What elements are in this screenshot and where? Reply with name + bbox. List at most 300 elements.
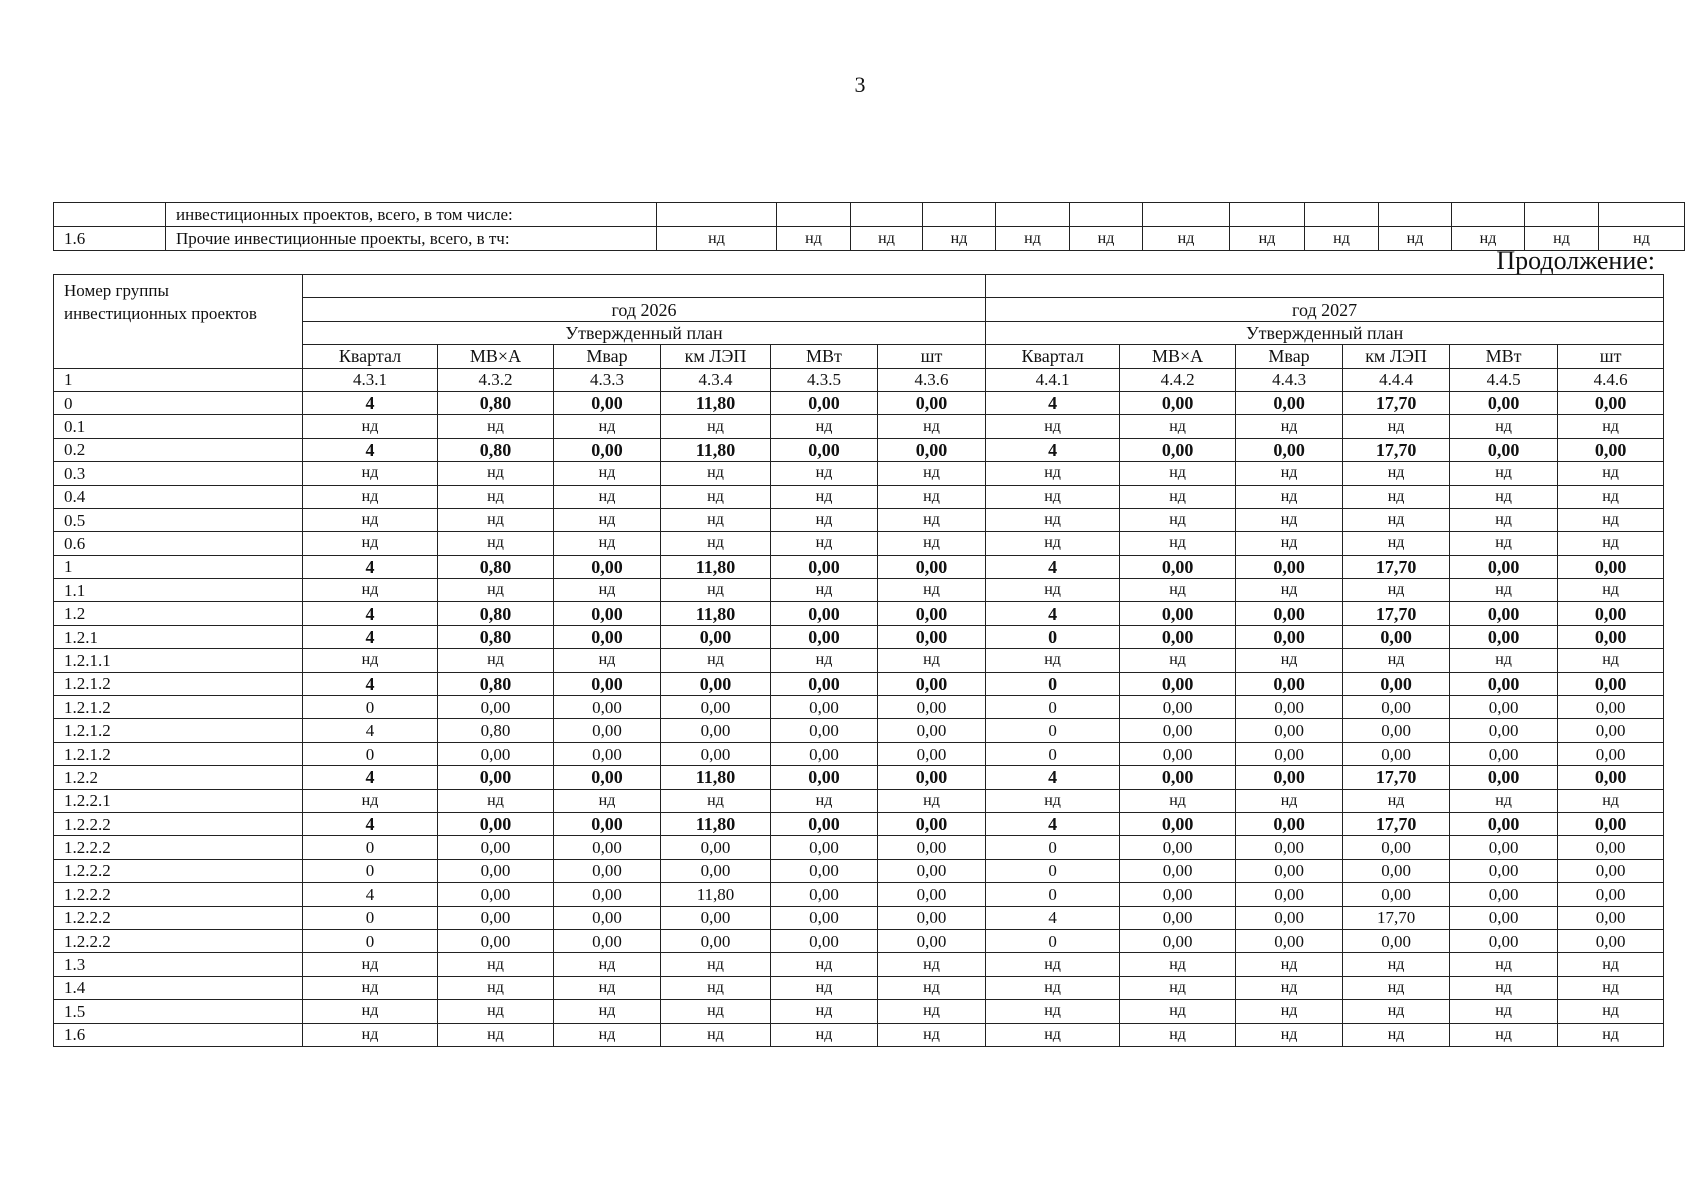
table-cell: 0,00 bbox=[1236, 625, 1343, 648]
table-cell: 4.3.3 bbox=[554, 368, 661, 391]
table-cell: нд bbox=[777, 227, 851, 251]
group-code-cell: 1 bbox=[54, 368, 303, 391]
table-cell: 0,00 bbox=[771, 602, 878, 625]
table-cell: 0,00 bbox=[661, 906, 771, 929]
table-row bbox=[54, 906, 1664, 929]
table-cell: нд bbox=[1450, 1000, 1558, 1023]
table-cell: нд bbox=[661, 789, 771, 812]
table-cell: 4.4.5 bbox=[1450, 368, 1558, 391]
table-cell: 4 bbox=[303, 602, 438, 625]
table-cell: 0,00 bbox=[1120, 696, 1236, 719]
table-cell: 0,00 bbox=[1558, 812, 1664, 835]
table-cell: 0,00 bbox=[1120, 883, 1236, 906]
table-cell: нд bbox=[1558, 976, 1664, 999]
table-cell: 0,80 bbox=[438, 555, 554, 578]
group-code-cell: 1.2.2.2 bbox=[54, 859, 303, 882]
table-cell: нд bbox=[1120, 649, 1236, 672]
table-cell: 0,00 bbox=[554, 438, 661, 461]
table-cell: нд bbox=[771, 1023, 878, 1046]
table-cell: 11,80 bbox=[661, 602, 771, 625]
table-cell: 4.3.4 bbox=[661, 368, 771, 391]
group-code-cell: 0.1 bbox=[54, 415, 303, 438]
table-row bbox=[54, 696, 1664, 719]
table-cell: 0,00 bbox=[1120, 859, 1236, 882]
table-cell: 0,00 bbox=[554, 883, 661, 906]
group-code-cell: 0.6 bbox=[54, 532, 303, 555]
table-cell: нд bbox=[1450, 579, 1558, 602]
table-cell: нд bbox=[1343, 579, 1450, 602]
group-code-cell: 1.5 bbox=[54, 1000, 303, 1023]
table-cell: 0,00 bbox=[1343, 883, 1450, 906]
table-cell: 0,00 bbox=[661, 625, 771, 648]
table-cell: нд bbox=[986, 532, 1120, 555]
table-cell: 0 bbox=[303, 836, 438, 859]
unit-header: МВ×А bbox=[1120, 345, 1236, 368]
table-cell: 0,00 bbox=[1450, 719, 1558, 742]
table-cell: 0,00 bbox=[1558, 625, 1664, 648]
table-cell: 0,00 bbox=[1120, 438, 1236, 461]
table-cell: 0,00 bbox=[1236, 672, 1343, 695]
table-cell: нд bbox=[771, 1000, 878, 1023]
table-cell: нд bbox=[1343, 508, 1450, 531]
table-cell: нд bbox=[1343, 415, 1450, 438]
table-cell: нд bbox=[771, 462, 878, 485]
table-cell: 0,80 bbox=[438, 719, 554, 742]
table-cell: 0,00 bbox=[771, 812, 878, 835]
table-cell: 0,00 bbox=[878, 438, 986, 461]
table-cell: 0,00 bbox=[771, 438, 878, 461]
table-cell: нд bbox=[1450, 1023, 1558, 1046]
table-cell: 4 bbox=[303, 883, 438, 906]
table-cell: нд bbox=[554, 532, 661, 555]
table-cell: нд bbox=[661, 532, 771, 555]
table-cell: 0,00 bbox=[1558, 859, 1664, 882]
table-cell: нд bbox=[554, 415, 661, 438]
table-cell: 0,00 bbox=[1450, 766, 1558, 789]
table-cell bbox=[1525, 203, 1599, 227]
table-cell: нд bbox=[986, 1023, 1120, 1046]
table-cell: нд bbox=[303, 485, 438, 508]
table-cell: нд bbox=[1558, 579, 1664, 602]
table-cell: нд bbox=[1450, 649, 1558, 672]
group-code-cell: 1.4 bbox=[54, 976, 303, 999]
table-cell: 0,80 bbox=[438, 672, 554, 695]
table-cell: 0 bbox=[986, 929, 1120, 952]
table-cell: 0,00 bbox=[1343, 742, 1450, 765]
group-code-cell: 0.2 bbox=[54, 438, 303, 461]
table-cell: 0,00 bbox=[1343, 672, 1450, 695]
table-cell bbox=[1070, 203, 1143, 227]
table-row bbox=[54, 672, 1664, 695]
unit-header: км ЛЭП bbox=[1343, 345, 1450, 368]
table-cell: 0,00 bbox=[878, 836, 986, 859]
table-cell: 0,00 bbox=[1120, 812, 1236, 835]
table-cell: нд bbox=[661, 579, 771, 602]
table-cell: нд bbox=[878, 532, 986, 555]
table-cell: 0 bbox=[303, 742, 438, 765]
table-cell: 0,00 bbox=[554, 766, 661, 789]
table-cell: 11,80 bbox=[661, 438, 771, 461]
table-cell: 0,00 bbox=[1558, 766, 1664, 789]
table-cell: 0,00 bbox=[1450, 438, 1558, 461]
table-cell: нд bbox=[1343, 976, 1450, 999]
table-cell: 0,00 bbox=[438, 929, 554, 952]
header-blank-2026 bbox=[303, 275, 986, 298]
table-cell: 0,00 bbox=[1558, 929, 1664, 952]
group-code-cell: 1.2 bbox=[54, 602, 303, 625]
table-cell: нд bbox=[1452, 227, 1525, 251]
table-cell: 4 bbox=[986, 438, 1120, 461]
table-cell: нд bbox=[1343, 1023, 1450, 1046]
table-cell: нд bbox=[878, 1000, 986, 1023]
table-cell: 0,00 bbox=[1558, 438, 1664, 461]
table-cell: нд bbox=[986, 508, 1120, 531]
table-cell: 0,00 bbox=[1236, 812, 1343, 835]
previous-table-fragment bbox=[53, 202, 1685, 251]
table-cell: нд bbox=[661, 1000, 771, 1023]
table-cell: нд bbox=[661, 649, 771, 672]
table-cell: 0,00 bbox=[1450, 906, 1558, 929]
group-code-cell: 1.2.2.2 bbox=[54, 929, 303, 952]
table-cell: 0,00 bbox=[771, 625, 878, 648]
table-cell: нд bbox=[303, 1023, 438, 1046]
table-cell: нд bbox=[1143, 227, 1230, 251]
table-cell: 0,00 bbox=[1450, 929, 1558, 952]
table-cell: нд bbox=[1120, 508, 1236, 531]
table-cell: 0,80 bbox=[438, 391, 554, 414]
table-cell: 0,00 bbox=[1450, 625, 1558, 648]
table-cell: 0,00 bbox=[1558, 602, 1664, 625]
table-cell: нд bbox=[771, 508, 878, 531]
unit-header: Мвар bbox=[1236, 345, 1343, 368]
table-cell: 0,00 bbox=[1236, 602, 1343, 625]
table-cell: 11,80 bbox=[661, 391, 771, 414]
table-cell: нд bbox=[1558, 1000, 1664, 1023]
table-cell: 17,70 bbox=[1343, 438, 1450, 461]
table-row bbox=[54, 579, 1664, 602]
table-cell: нд bbox=[303, 508, 438, 531]
unit-header: Квартал bbox=[303, 345, 438, 368]
table-cell: 0,00 bbox=[1450, 696, 1558, 719]
group-code-cell: 1.2.2.2 bbox=[54, 812, 303, 835]
table-cell: нд bbox=[878, 789, 986, 812]
table-cell: нд bbox=[1236, 462, 1343, 485]
table-cell: 4 bbox=[986, 906, 1120, 929]
table-cell: нд bbox=[1599, 227, 1685, 251]
table-cell: нд bbox=[1558, 532, 1664, 555]
table-cell: нд bbox=[1450, 485, 1558, 508]
table-cell: 0,80 bbox=[438, 438, 554, 461]
table-cell: 17,70 bbox=[1343, 391, 1450, 414]
table-cell: 17,70 bbox=[1343, 602, 1450, 625]
row-label: Прочие инвестиционные проекты, всего, в тч: bbox=[166, 227, 657, 251]
table-row bbox=[54, 883, 1664, 906]
table-cell: нд bbox=[1343, 789, 1450, 812]
table-cell: 0 bbox=[303, 906, 438, 929]
group-code-cell: 1.2.2.2 bbox=[54, 836, 303, 859]
group-code-cell: 1.2.1.1 bbox=[54, 649, 303, 672]
table-cell: 0,00 bbox=[554, 391, 661, 414]
table-cell: нд bbox=[986, 579, 1120, 602]
table-cell: 17,70 bbox=[1343, 906, 1450, 929]
group-code-cell: 1.1 bbox=[54, 579, 303, 602]
year-2026-header: год 2026 bbox=[303, 298, 986, 321]
table-cell: 0,00 bbox=[878, 696, 986, 719]
table-cell: нд bbox=[303, 532, 438, 555]
table-cell: 0,00 bbox=[1236, 719, 1343, 742]
table-cell: 4 bbox=[303, 555, 438, 578]
table-cell: 0,00 bbox=[1120, 836, 1236, 859]
table-cell: нд bbox=[303, 649, 438, 672]
table-cell: 0,00 bbox=[878, 859, 986, 882]
table-cell: нд bbox=[661, 462, 771, 485]
table-cell: 0,00 bbox=[1450, 883, 1558, 906]
table-row bbox=[54, 836, 1664, 859]
group-code-cell: 1 bbox=[54, 555, 303, 578]
approved-plan-2027-header: Утвержденный план bbox=[986, 321, 1664, 344]
table-row bbox=[54, 438, 1664, 461]
table-cell: 0,00 bbox=[878, 391, 986, 414]
table-cell: 4.3.5 bbox=[771, 368, 878, 391]
table-cell: 11,80 bbox=[661, 766, 771, 789]
table-cell: нд bbox=[554, 508, 661, 531]
table-cell: 0,00 bbox=[1558, 391, 1664, 414]
table-cell: 0,00 bbox=[1120, 602, 1236, 625]
table-cell: 0,00 bbox=[771, 742, 878, 765]
group-code-cell: 1.2.2.1 bbox=[54, 789, 303, 812]
table-cell: 0,00 bbox=[1236, 696, 1343, 719]
table-cell: нд bbox=[878, 953, 986, 976]
table-cell: 0 bbox=[986, 719, 1120, 742]
table-cell: 0,00 bbox=[771, 672, 878, 695]
table-cell: 0,00 bbox=[1120, 555, 1236, 578]
table-cell: нд bbox=[771, 789, 878, 812]
table-cell: 0,00 bbox=[554, 812, 661, 835]
table-cell: 0 bbox=[986, 672, 1120, 695]
row-code bbox=[54, 203, 166, 227]
table-cell: нд bbox=[1343, 485, 1450, 508]
table-cell: нд bbox=[554, 789, 661, 812]
group-code-cell: 1.2.1.2 bbox=[54, 696, 303, 719]
table-cell: нд bbox=[878, 485, 986, 508]
table-cell: нд bbox=[878, 508, 986, 531]
table-cell: нд bbox=[1236, 579, 1343, 602]
table-cell: 0,00 bbox=[438, 812, 554, 835]
table-cell: 4 bbox=[303, 719, 438, 742]
table-row bbox=[54, 859, 1664, 882]
table-cell: нд bbox=[438, 789, 554, 812]
table-cell: нд bbox=[1120, 579, 1236, 602]
table-cell: 0,00 bbox=[1450, 812, 1558, 835]
table-cell: 0,00 bbox=[1236, 391, 1343, 414]
table-cell: 0,00 bbox=[1558, 672, 1664, 695]
table-row bbox=[54, 929, 1664, 952]
table-cell: нд bbox=[438, 415, 554, 438]
table-cell: нд bbox=[878, 415, 986, 438]
table-cell: 0,00 bbox=[1120, 391, 1236, 414]
unit-header: км ЛЭП bbox=[661, 345, 771, 368]
table-cell: нд bbox=[1558, 508, 1664, 531]
table-cell: 0,00 bbox=[661, 719, 771, 742]
table-cell: нд bbox=[303, 462, 438, 485]
table-cell: нд bbox=[878, 579, 986, 602]
table-cell: 0,00 bbox=[878, 625, 986, 648]
table-cell: 0,00 bbox=[1120, 929, 1236, 952]
table-cell: 4.4.2 bbox=[1120, 368, 1236, 391]
table-cell: нд bbox=[1120, 789, 1236, 812]
group-code-cell: 0 bbox=[54, 391, 303, 414]
table-row bbox=[54, 766, 1664, 789]
group-code-cell: 0.4 bbox=[54, 485, 303, 508]
group-code-cell: 1.6 bbox=[54, 1023, 303, 1046]
table-cell: 4 bbox=[986, 766, 1120, 789]
table-row bbox=[54, 485, 1664, 508]
table-cell: нд bbox=[1120, 462, 1236, 485]
table-cell bbox=[996, 203, 1070, 227]
group-code-cell: 1.2.2 bbox=[54, 766, 303, 789]
table-cell bbox=[657, 203, 777, 227]
table-cell: 0,00 bbox=[1343, 836, 1450, 859]
table-row bbox=[54, 602, 1664, 625]
table-cell: нд bbox=[1450, 953, 1558, 976]
table-cell: нд bbox=[661, 1023, 771, 1046]
table-cell: 11,80 bbox=[661, 555, 771, 578]
table-cell: нд bbox=[661, 485, 771, 508]
table-cell bbox=[1599, 203, 1685, 227]
table-cell: нд bbox=[1343, 462, 1450, 485]
table-cell: 0,00 bbox=[1120, 672, 1236, 695]
table-cell: нд bbox=[554, 1023, 661, 1046]
table-cell: 0,00 bbox=[1450, 859, 1558, 882]
table-cell: нд bbox=[1070, 227, 1143, 251]
table-cell: 0,00 bbox=[878, 555, 986, 578]
table-cell: нд bbox=[438, 532, 554, 555]
table-cell: 0,00 bbox=[1450, 602, 1558, 625]
table-cell: 0,00 bbox=[1236, 766, 1343, 789]
table-cell: нд bbox=[986, 462, 1120, 485]
table-row bbox=[54, 415, 1664, 438]
table-cell: 0,80 bbox=[438, 625, 554, 648]
table-cell: нд bbox=[661, 415, 771, 438]
table-cell: нд bbox=[851, 227, 923, 251]
table-cell: 0,00 bbox=[1343, 719, 1450, 742]
table-cell: нд bbox=[986, 649, 1120, 672]
table-row bbox=[54, 391, 1664, 414]
table-row bbox=[54, 953, 1664, 976]
table-cell: нд bbox=[438, 649, 554, 672]
table-cell bbox=[1379, 203, 1452, 227]
header-blank-2027 bbox=[986, 275, 1664, 298]
table-cell: 0,00 bbox=[1236, 859, 1343, 882]
table-cell: 4.3.2 bbox=[438, 368, 554, 391]
table-row bbox=[54, 462, 1664, 485]
table-cell: нд bbox=[1558, 415, 1664, 438]
table-row bbox=[54, 555, 1664, 578]
table-cell: нд bbox=[1236, 789, 1343, 812]
unit-header: Квартал bbox=[986, 345, 1120, 368]
table-cell: нд bbox=[986, 415, 1120, 438]
table-cell: 0,00 bbox=[1120, 766, 1236, 789]
table-cell: 0,00 bbox=[1558, 719, 1664, 742]
table-cell: 0,00 bbox=[554, 672, 661, 695]
table-cell: нд bbox=[554, 485, 661, 508]
table-cell: нд bbox=[1558, 789, 1664, 812]
row-code: 1.6 bbox=[54, 227, 166, 251]
table-cell: 4 bbox=[986, 555, 1120, 578]
table-cell: 11,80 bbox=[661, 812, 771, 835]
table-cell: нд bbox=[771, 953, 878, 976]
table-cell: 0,00 bbox=[878, 883, 986, 906]
table-cell bbox=[1452, 203, 1525, 227]
table-cell: 4.3.6 bbox=[878, 368, 986, 391]
table-row bbox=[54, 789, 1664, 812]
table-cell: 0,00 bbox=[661, 859, 771, 882]
table-cell: 0,00 bbox=[1558, 555, 1664, 578]
table-cell: нд bbox=[1236, 1000, 1343, 1023]
table-cell: 0,00 bbox=[661, 742, 771, 765]
table-row bbox=[54, 1023, 1664, 1046]
table-row bbox=[54, 742, 1664, 765]
group-code-cell: 1.2.2.2 bbox=[54, 906, 303, 929]
table-cell: нд bbox=[996, 227, 1070, 251]
table-cell: 0,00 bbox=[1450, 391, 1558, 414]
table-cell: нд bbox=[438, 1000, 554, 1023]
table-cell: нд bbox=[878, 649, 986, 672]
table-cell: 0,00 bbox=[1450, 836, 1558, 859]
table-cell: 0,00 bbox=[438, 859, 554, 882]
table-cell: 0,00 bbox=[1120, 742, 1236, 765]
table-cell: нд bbox=[878, 976, 986, 999]
table-cell: 4 bbox=[303, 625, 438, 648]
table-cell: 11,80 bbox=[661, 883, 771, 906]
table-cell: 17,70 bbox=[1343, 766, 1450, 789]
table-cell: 0,00 bbox=[878, 906, 986, 929]
table-cell: 4.4.1 bbox=[986, 368, 1120, 391]
table-cell: нд bbox=[1120, 415, 1236, 438]
table-cell: 0,00 bbox=[878, 742, 986, 765]
previous-table-row bbox=[54, 227, 1685, 251]
table-cell: 0,00 bbox=[771, 859, 878, 882]
table-cell: нд bbox=[771, 532, 878, 555]
table-cell: нд bbox=[986, 789, 1120, 812]
previous-table-row bbox=[54, 203, 1685, 227]
table-cell: нд bbox=[1379, 227, 1452, 251]
table-cell: 0,00 bbox=[661, 836, 771, 859]
table-cell: 0,00 bbox=[771, 696, 878, 719]
table-cell: нд bbox=[661, 976, 771, 999]
table-cell: нд bbox=[1236, 953, 1343, 976]
table-row bbox=[54, 649, 1664, 672]
table-cell: 0 bbox=[986, 836, 1120, 859]
table-cell: 0,00 bbox=[771, 391, 878, 414]
year-2027-header: год 2027 bbox=[986, 298, 1664, 321]
table-cell: 0,00 bbox=[1236, 742, 1343, 765]
table-cell: 0,00 bbox=[1120, 625, 1236, 648]
table-cell: 4 bbox=[303, 391, 438, 414]
table-cell: 0,00 bbox=[554, 742, 661, 765]
table-cell: 0,00 bbox=[554, 859, 661, 882]
table-cell: нд bbox=[771, 649, 878, 672]
table-cell bbox=[1143, 203, 1230, 227]
table-cell: нд bbox=[1343, 953, 1450, 976]
table-cell: нд bbox=[438, 976, 554, 999]
table-cell: нд bbox=[438, 485, 554, 508]
table-cell: нд bbox=[878, 1023, 986, 1046]
table-cell: нд bbox=[554, 953, 661, 976]
table-cell: нд bbox=[986, 976, 1120, 999]
table-cell: 4.4.6 bbox=[1558, 368, 1664, 391]
table-cell: 0 bbox=[986, 859, 1120, 882]
